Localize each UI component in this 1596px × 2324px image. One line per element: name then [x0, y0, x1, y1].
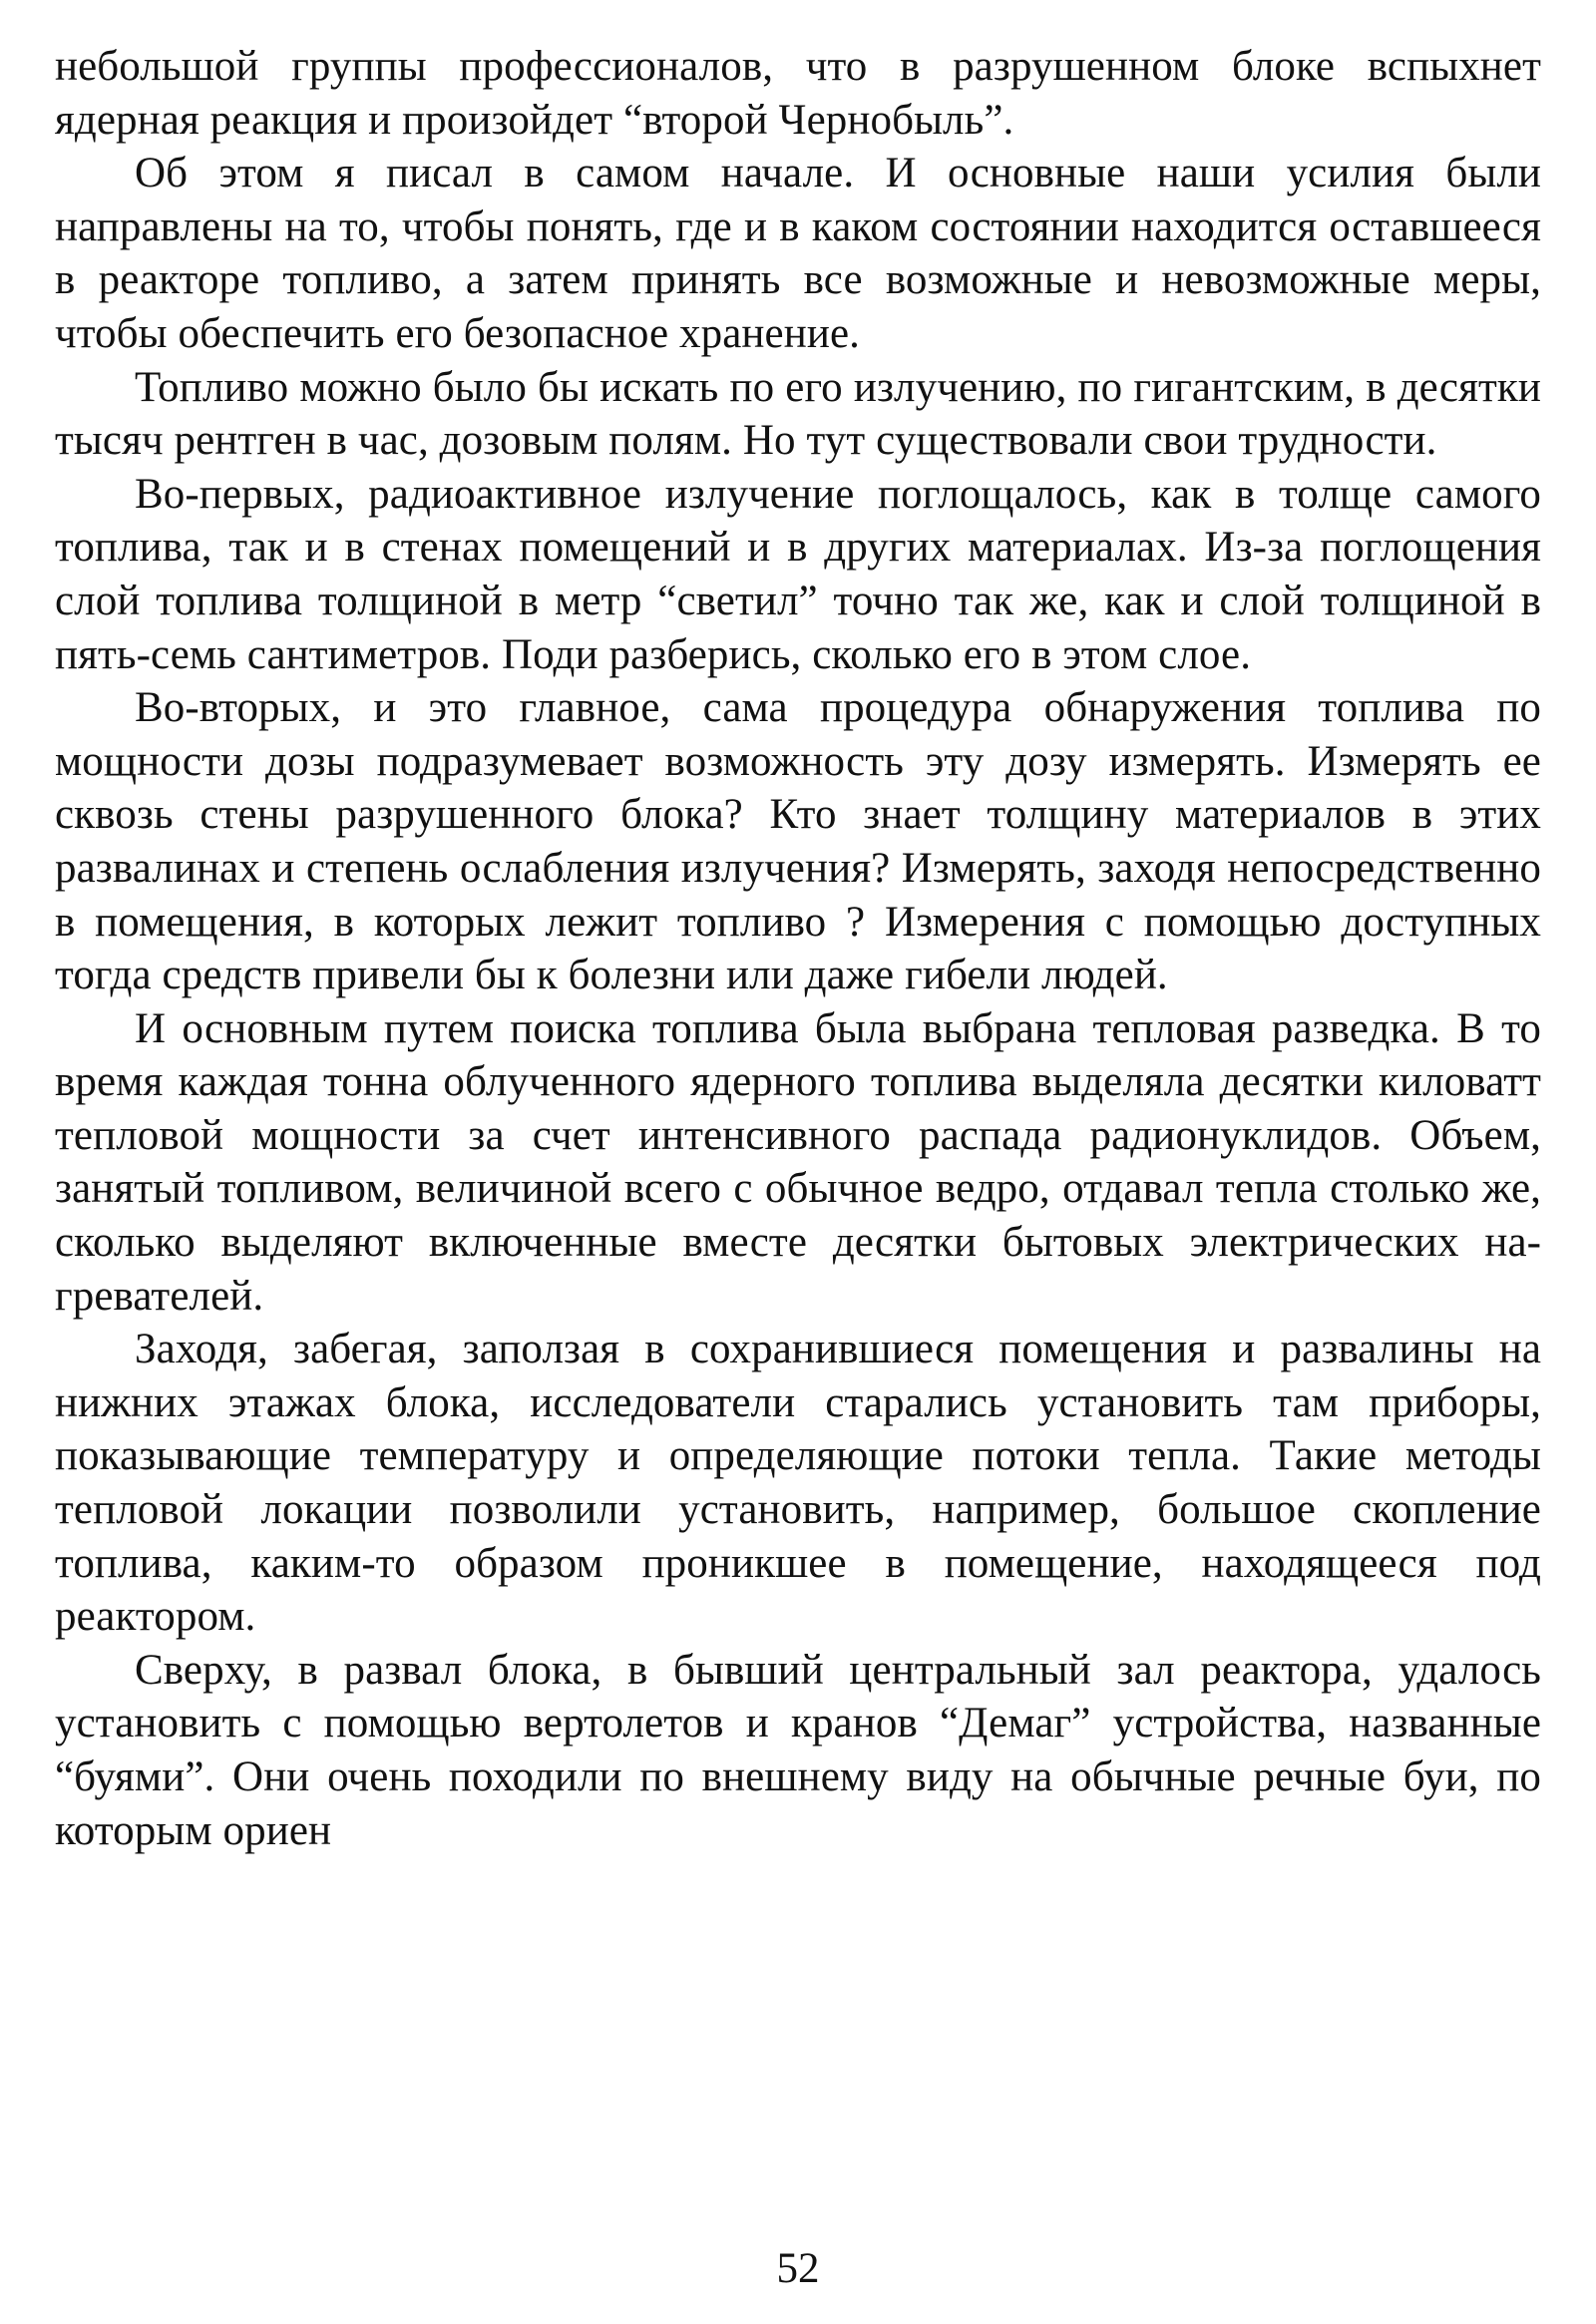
paragraph-1: небольшой группы профессионалов, что в разрушенном блоке вспыхнет ядерная реакция и произойдет “второй Чернобыль”.: [55, 43, 1541, 144]
body-text: [55, 40, 1541, 1857]
page-number: 52: [776, 2245, 820, 2292]
paragraph-3: Топливо можно было бы искать по его излучению, по гигантским, в десятки тысяч рентген в час, дозовым полям. Но тут существовали свои трудности.: [55, 363, 1541, 465]
paragraph-6: И основным путем поиска топлива была выбрана тепловая разведка. В то время каждая тонна облученного ядерного топлива выделяла десятки киловатт тепловой мощности за счет интенсивного распада радионуклидов. Объем, занятый топливом, величиной всего с обычное ведро, отдавал тепла столько же, сколько выделяют включенные вместе десятки бытовых электрических нагревателей.: [55, 1004, 1541, 1320]
paragraph-4: Во-первых, радиоактивное излучение поглощалось, как в толще самого топлива, так и в стенах помещений и в других материалах. Из-за поглощения слой топлива толщиной в метр “светил” точно так же, как и слой толщиной в пять-семь сантиметров. Поди разберись, сколько его в этом слое.: [55, 470, 1541, 678]
paragraph-2: Об этом я писал в самом начале. И основные наши усилия были направлены на то, чтобы понять, где и в каком состоянии находится оставшееся в реакторе топливо, а затем принять все возможные и невозможные меры, чтобы обеспечить его безопасное хранение.: [55, 150, 1541, 357]
paragraph-8: Сверху, в развал блока, в бывший центральный зал реактора, удалось установить с помощью вертолетов и кранов “Демаг” устройства, названные “буями”. Они очень походили по внешнему виду на обычные речные буи, по которым ориен: [55, 1646, 1541, 1854]
paragraph-5: Во-вторых, и это главное, сама процедура обнаружения топлива по мощности дозы подразумевает возможность эту дозу измерять. Измерять ее сквозь стены разрушенного блока? Кто знает толщину материалов в этих развалинах и степень ослабления излучения? Измерять, заходя непосредственно в помещения, в которых лежит топливо ? Измерения с помощью доступных тогда средств привели бы к болезни или даже гибели людей.: [55, 684, 1541, 999]
paragraph-7: Заходя, забегая, заползая в сохранившиеся помещения и развалины на нижних этажах блока, исследователи старались установить там приборы, показывающие температуру и определяющие потоки тепла. Такие методы тепловой локации позволили установить, например, большое скопление топлива, каким-то образом проникшее в помещение, находящееся под реактором.: [55, 1326, 1541, 1641]
